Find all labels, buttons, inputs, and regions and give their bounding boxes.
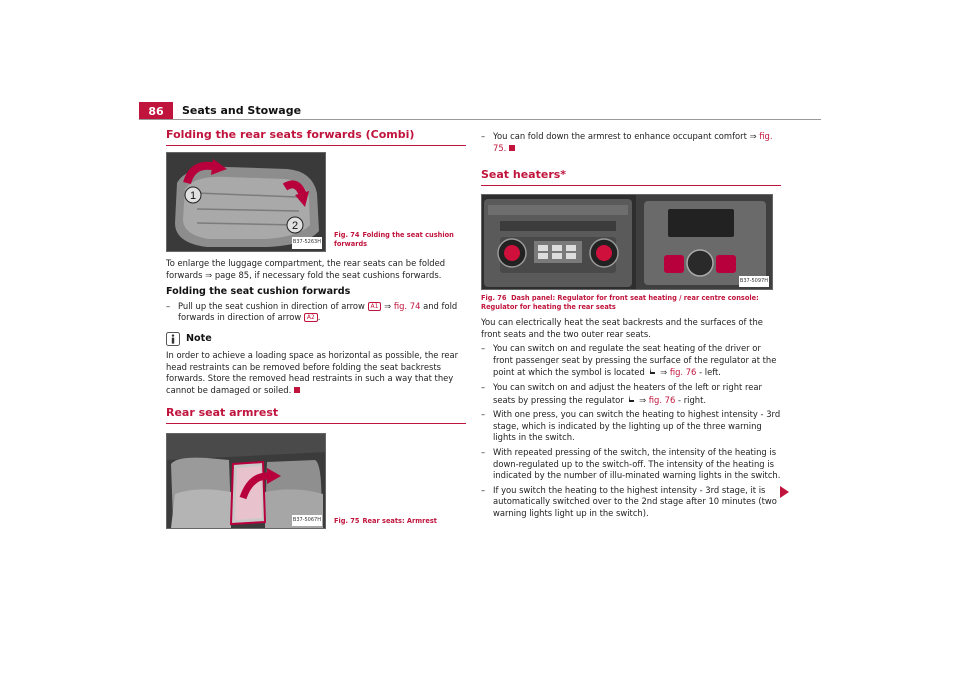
seat-heater-steps — [481, 343, 781, 519]
list-item: – With repeated pressing of the switch, the intensity of the heating is down-regulated up to the switch-off. The intensity of the heating is indicated by the number of illu-minated warning lights in the switch. — [481, 447, 781, 482]
figure-75-armrest-photo — [166, 433, 326, 529]
fig-76-link[interactable]: ⇒ fig. 76 — [660, 367, 697, 378]
left-column — [166, 128, 466, 529]
fig-76-link[interactable]: ⇒ fig. 76 — [639, 394, 676, 405]
running-title: Seats and Stowage — [182, 104, 302, 117]
figure-75-row — [166, 433, 466, 529]
figure-75-caption: Fig. 75 Rear seats: Armrest — [334, 516, 437, 525]
list-item: – You can switch on and regulate the seat heating of the driver or front passenger seat by pressing the surface of the regulator at the point at which the symbol is located ⇒ fig. 76 - left. — [481, 343, 781, 379]
end-mark-icon — [509, 145, 515, 151]
section-title-seat-heaters: Seat heaters* — [481, 168, 781, 186]
figure-74-code: B37-5263H — [292, 237, 322, 249]
note-text: In order to achieve a loading space as horizontal as possible, the rear head restraints can be removed before folding the seat backrests forwards. Store the removed head restraints in such a way that they cannot be damaged or soiled. — [166, 349, 459, 395]
seat-heater-intro: You can electrically heat the seat backrests and the surfaces of the front seats and the two outer rear seats. — [481, 317, 763, 339]
folding-steps — [166, 301, 466, 324]
end-mark-icon — [294, 387, 300, 393]
figure-74-seat-cushion-photo — [166, 152, 326, 252]
list-item: – If you switch the heating to the highest intensity - 3rd stage, it is automatically switched over to the 2nd stage after 10 minutes (two warning lights light up in the switch). — [481, 485, 781, 520]
header-rule — [139, 119, 821, 120]
figure-76-caption: Fig. 76 Dash panel: Regulator for front seat heating / rear centre console: Regulator for heating the rear seats — [481, 294, 759, 311]
callout-2: 2 — [291, 220, 299, 232]
list-item: – With one press, you can switch the heating to highest intensity - 3rd stage, which is indicated by the lighting up of the three warning lights in the switch. — [481, 409, 781, 444]
right-column — [481, 128, 781, 523]
figure-74-caption: Fig. 74 Folding the seat cushion forwards — [334, 231, 454, 248]
note-title: Note — [186, 333, 212, 345]
dash-panel-illustration — [482, 195, 773, 290]
info-icon — [166, 332, 180, 346]
note-box — [166, 332, 466, 396]
section-title-folding-rear-seats: Folding the rear seats forwards (Combi) — [166, 128, 466, 146]
page-number: 86 — [139, 102, 173, 120]
callout-1: 1 — [189, 190, 197, 202]
arrow-a1-marker: A1 — [368, 302, 382, 311]
figure-76-code: B37-5097H — [739, 276, 769, 288]
list-item: – Pull up the seat cushion in direction of arrow A1 ⇒ fig. 74 and fold forwards in direction of arrow A2 . — [166, 301, 466, 324]
armrest-steps — [481, 131, 781, 154]
continue-arrow-icon — [780, 486, 789, 498]
figure-76-dash-panel-photo — [481, 194, 773, 290]
section-title-rear-armrest: Rear seat armrest — [166, 406, 466, 424]
figure-74-row — [166, 152, 466, 252]
fig-75-link[interactable]: ⇒ fig. 75. — [493, 131, 773, 153]
figure-75-code: B37-5067H — [292, 515, 322, 527]
subheading-folding-cushion: Folding the seat cushion forwards — [166, 286, 351, 298]
fig-74-link[interactable]: ⇒ fig. 74 — [384, 300, 421, 311]
list-item: – You can fold down the armrest to enhance occupant comfort ⇒ fig. 75. — [481, 131, 781, 154]
page-85-link[interactable]: page 85, — [214, 269, 252, 280]
seat-heating-icon — [626, 394, 636, 404]
intro-paragraph: To enlarge the luggage compartment, the rear seats can be folded forwards ⇒ page 85, if necessary fold the seat cushions forwards. — [166, 258, 446, 280]
seat-heating-icon — [647, 366, 657, 376]
arrow-a2-marker: A2 — [304, 313, 318, 322]
list-item: – You can switch on and adjust the heaters of the left or right rear seats by pressing the regulator ⇒ fig. 76 - right. — [481, 382, 781, 406]
